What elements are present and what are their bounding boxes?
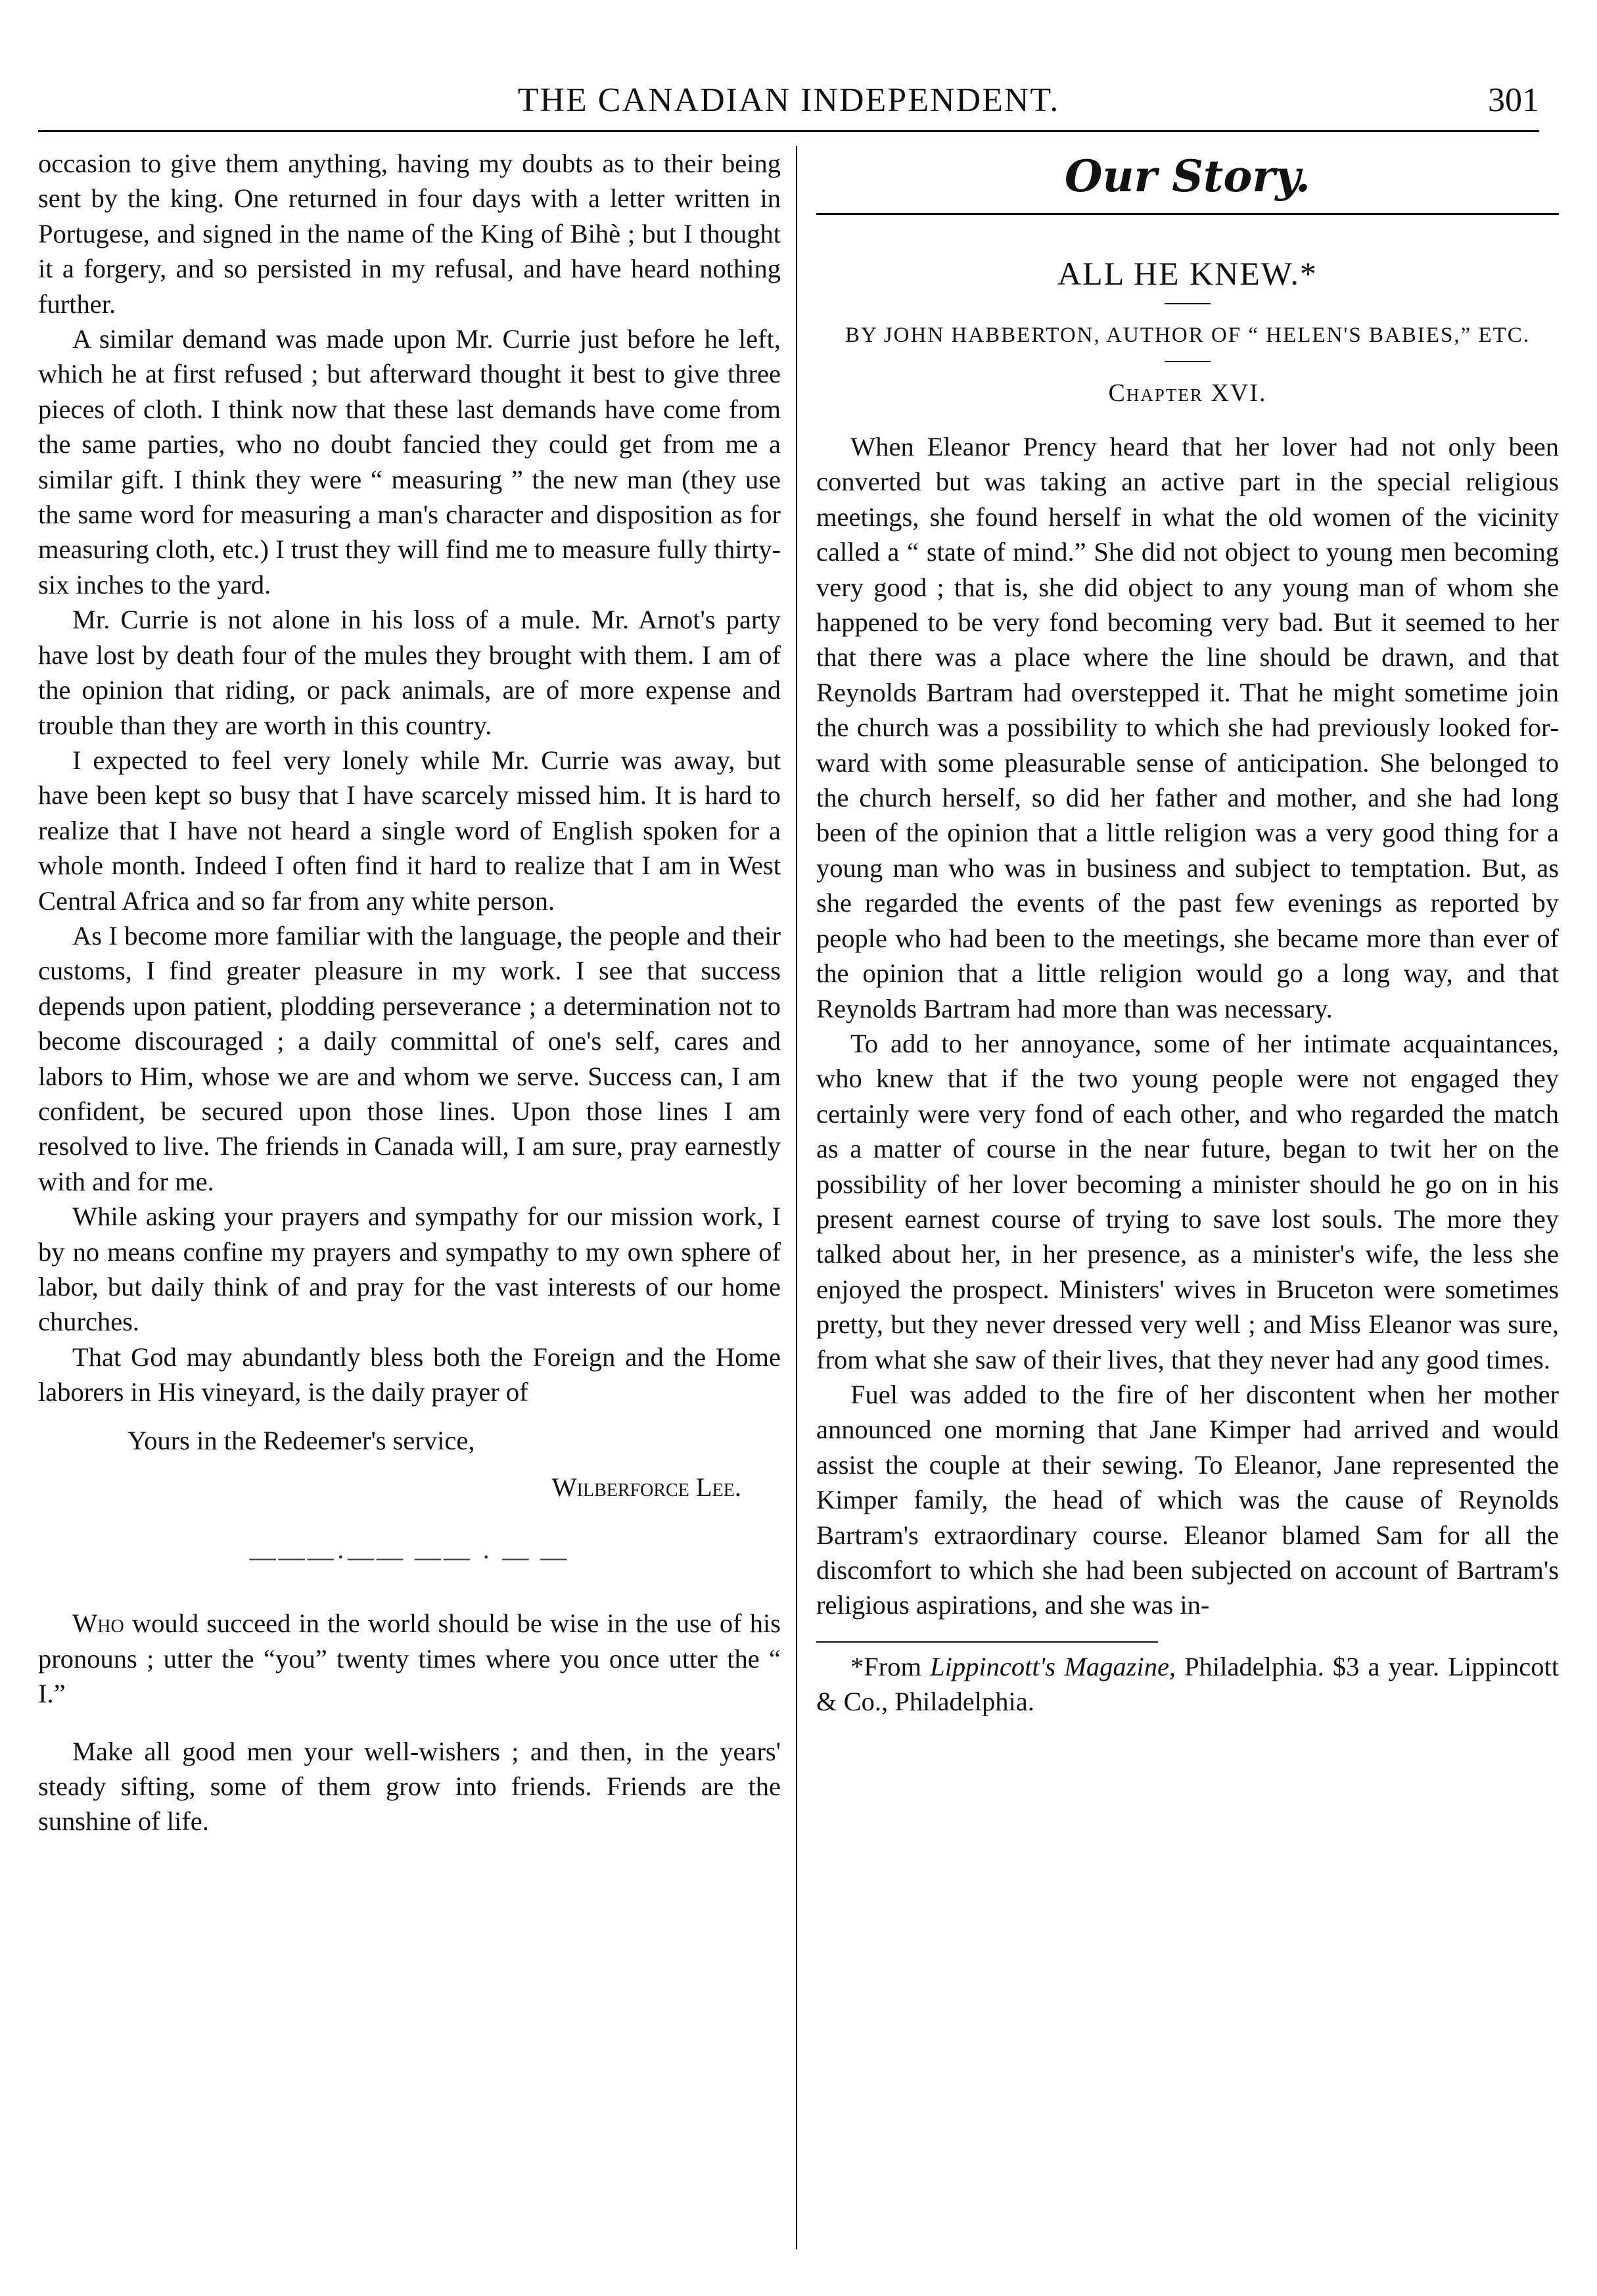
story-paragraph: When Eleanor Prency heard that her lover had not only been converted but was taking an active part in the special religious meetings, she found herself in what the old women of the vicinity called a “ state of mind.” She did not object to young men becoming very good ; that is, she did object to any young man of whom she happened to be very fond becoming very bad. But it seemed to her that there was a place where the line should be drawn, and that Reynolds Bartram had overstepped it. That he might sometime join the church was a possibility to which she had previously looked forward with some pleasurable sense of anticipation. She belonged to the church herself, so did her father and mother, and she had long been of the opinion that a little religion was a very good thing for a young man who was in business and subject to temptation. But, as she regarded the events of the past few evenings as reported by people who had been to the meetings, she became more than ever of the opinion that a little religion would go a long way, and that Reynolds Bartram had more than was necessary. <box>816 432 1559 1023</box>
byline-rule <box>1165 361 1211 362</box>
title-rule <box>1165 303 1211 304</box>
column-divider <box>796 146 797 2249</box>
footnote-magazine: Lippincott's Magazine, <box>930 1651 1176 1681</box>
story-paragraph: Fuel was added to the fire of her discontent when her mother announced one morning that Jane Kimper had arrived and would assist the couple at their sewing. To Eleanor, Jane represented the Kimper family, the head of which was the cause of Reynolds Bartram's extraordinary course. Eleanor blamed Sam for all the discomfort to which she had been subjected on account of Bartram's religious aspirations, and she was in- <box>816 1379 1559 1620</box>
letter-signature: Wilberforce Lee. <box>551 1472 741 1503</box>
section-separator: ———·—— —— · — — <box>249 1542 570 1572</box>
running-header <box>38 78 1539 124</box>
section-rule <box>816 213 1559 215</box>
story-title: ALL HE KNEW.* <box>1057 255 1318 292</box>
letter-paragraph: That God may abundantly bless both the Foreign and the Home laborers in His vineyard, is the daily prayer of <box>38 1342 781 1407</box>
footnote-text: Philadelphia. $3 a year. Lippincott & Co., Philadelphia. <box>816 1651 1559 1717</box>
story-paragraph: To add to her annoyance, some of her intimate acquaintances, who knew that if the two young people were not engaged they certainly were very fond of each other, and who regarded the match as a matter of course in the near future, began to twit her on the possibility of her lover becoming a minister should he go on in his present earnest course of trying to save lost souls. The more they talked about her, in her presence, as a minister's wife, the less she enjoyed the prospect. Ministers' wives in Bruceton were sometimes pretty, but they never dressed very well ; and Miss Eleanor was sure, from what she saw of their lives, that they never had any good times. <box>816 1028 1559 1374</box>
footnote-prefix: *From <box>850 1651 931 1681</box>
maxim-paragraph <box>38 1606 781 1711</box>
page-number: 301 <box>1488 82 1539 119</box>
footnote <box>816 1649 1559 1720</box>
letter-paragraph: occasion to give them anything, having my doubts as to their being sent by the king. One returned in four days with a letter written in Portugese, and signed in the name of the King of Bihè ; but I thought it a forgery, and so persisted in my refusal, and have heard nothing further. <box>38 149 781 319</box>
header-rule <box>38 130 1539 132</box>
letter-paragraph: As I become more familiar with the language, the people and their customs, I find greater pleasure in my work. I see that success depends upon patient, plodding perseverance ; a determination not to become discouraged ; a daily committal of one's self, cares and labors to Him, whose we are and whom we serve. Success can, I am confident, be secured upon those lines. Upon those lines I am resolved to live. The friends in Canada will, I am sure, pray earnestly with and for me. <box>38 920 781 1196</box>
right-column <box>816 146 1559 1720</box>
letter-paragraph: A similar demand was made upon Mr. Currie just before he left, which he at first refused ; but afterward thought it best to give three pieces of cloth. I think now that these last demands have come from the same parties, who no doubt fancied they could get from me a similar gift. I think they were “ measuring ” the new man (they use the same word for measuring a man's character and disposition as for measuring cloth, etc.) I trust they will find me to measure fully thirty-six inches to the yard. <box>38 324 781 599</box>
footnote-rule <box>816 1641 1158 1643</box>
left-column <box>38 146 781 1839</box>
chapter-heading: Chapter XVI. <box>1108 379 1267 407</box>
letter-paragraph: I expected to feel very lonely while Mr. Currie was away, but have been kept so busy that I have scarcely missed him. It is hard to realize that I have not heard a single word of English spoken for a whole month. Indeed I often find it hard to realize that I am in West Central Africa and so far from any white person. <box>38 745 781 916</box>
letter-paragraph: While asking your prayers and sympathy for our mission work, I by no means confine my prayers and sympathy to my own sphere of labor, but daily think of and pray for the vast interests of our home churches. <box>38 1202 781 1337</box>
letter-closing: Yours in the Redeemer's service, <box>127 1425 475 1455</box>
maxim-paragraph: Make all good men your well-wishers ; and then, in the years' steady sifting, some of them grow into friends. Friends are the sunshine of life. <box>38 1736 781 1837</box>
letter-paragraph: Mr. Currie is not alone in his loss of a mule. Mr. Arnot's party have lost by death four of the mules they brought with them. I am of the opinion that riding, or pack animals, are of more expense and trouble than they are worth in this country. <box>38 605 781 740</box>
maxim-text: would succeed in the world should be wise in the use of his pronouns ; utter the “you” twenty times where you once utter the “ I.” <box>38 1608 781 1709</box>
journal-title: THE CANADIAN INDEPENDENT. <box>517 82 1060 119</box>
story-byline: BY JOHN HABBERTON, AUTHOR OF “ HELEN'S BABIES,” ETC. <box>845 323 1531 347</box>
maxim-lead-word: Who <box>72 1608 124 1639</box>
section-heading: Our Story. <box>1065 151 1310 202</box>
